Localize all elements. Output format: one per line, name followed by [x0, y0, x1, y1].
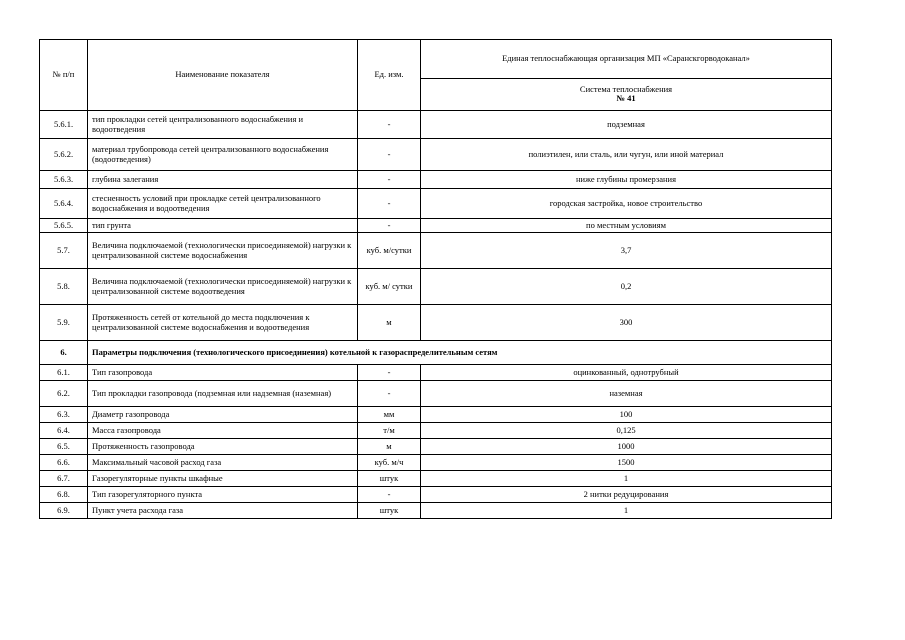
row-num: 5.6.4.	[40, 189, 88, 219]
row-value: 1500	[421, 455, 832, 471]
row-unit: -	[358, 219, 421, 233]
table-row	[40, 471, 832, 487]
table-row	[40, 365, 832, 381]
table-row	[40, 455, 832, 471]
header-unit: Ед. изм.	[358, 40, 421, 111]
row-value: городская застройка, новое строительство	[421, 189, 832, 219]
table-row	[40, 381, 832, 407]
table-row	[40, 171, 832, 189]
table-row	[40, 233, 832, 269]
header-num: № п/п	[40, 40, 88, 111]
row-name: тип грунта	[88, 219, 358, 233]
header-name: Наименование показателя	[88, 40, 358, 111]
row-unit: куб. м/ сутки	[358, 269, 421, 305]
row-num: 6.2.	[40, 381, 88, 407]
row-num: 5.9.	[40, 305, 88, 341]
row-value: 300	[421, 305, 832, 341]
row-unit: -	[358, 189, 421, 219]
table-row	[40, 189, 832, 219]
table-row	[40, 407, 832, 423]
row-name: Диаметр газопровода	[88, 407, 358, 423]
row-num: 6.7.	[40, 471, 88, 487]
row-name: Газорегуляторные пункты шкафные	[88, 471, 358, 487]
row-value: ниже глубины промерзания	[421, 171, 832, 189]
row-num: 5.6.1.	[40, 111, 88, 139]
row-num: 5.8.	[40, 269, 88, 305]
row-value: 0,125	[421, 423, 832, 439]
row-unit: -	[358, 111, 421, 139]
header-organization: Единая теплоснабжающая организация МП «Саранскгорводоканал»	[421, 40, 832, 79]
row-value: оцинкованный, однотрубный	[421, 365, 832, 381]
row-num: 6.4.	[40, 423, 88, 439]
row-num: 6.6.	[40, 455, 88, 471]
row-value: наземная	[421, 381, 832, 407]
row-unit: мм	[358, 407, 421, 423]
row-num: 6.3.	[40, 407, 88, 423]
row-name: материал трубопровода сетей централизованного водоснабжения (водоотведения)	[88, 139, 358, 171]
table-row	[40, 219, 832, 233]
row-num: 5.6.2.	[40, 139, 88, 171]
row-name: Величина подключаемой (технологически присоединяемой) нагрузки к централизованной системе водоснабжения	[88, 233, 358, 269]
row-name: Максимальный часовой расход газа	[88, 455, 358, 471]
parameters-table	[39, 39, 832, 519]
row-name: стесненность условий при прокладке сетей централизованного водоснабжения и водоотведения	[88, 189, 358, 219]
row-unit: -	[358, 381, 421, 407]
row-name: Тип газопровода	[88, 365, 358, 381]
row-name: Протяженность сетей от котельной до места подключения к централизованной системе водоснабжения и водоотведения	[88, 305, 358, 341]
row-unit: куб. м/ч	[358, 455, 421, 471]
section-row	[40, 341, 832, 365]
table-row	[40, 139, 832, 171]
row-value: полиэтилен, или сталь, или чугун, или иной материал	[421, 139, 832, 171]
section-num: 6.	[40, 341, 88, 365]
table-row	[40, 487, 832, 503]
row-unit: -	[358, 365, 421, 381]
row-name: глубина залегания	[88, 171, 358, 189]
row-value: 3,7	[421, 233, 832, 269]
row-unit: м	[358, 439, 421, 455]
table-header-row	[40, 40, 832, 79]
row-value: 1	[421, 503, 832, 519]
row-num: 5.7.	[40, 233, 88, 269]
row-name: Тип прокладки газопровода (подземная или надземная (наземная)	[88, 381, 358, 407]
row-num: 6.1.	[40, 365, 88, 381]
row-unit: -	[358, 171, 421, 189]
row-name: Величина подключаемой (технологически присоединяемой) нагрузки к централизованной системе водоотведения	[88, 269, 358, 305]
row-num: 6.8.	[40, 487, 88, 503]
row-unit: -	[358, 487, 421, 503]
table-row	[40, 111, 832, 139]
row-value: подземная	[421, 111, 832, 139]
table-row	[40, 423, 832, 439]
table-row	[40, 305, 832, 341]
row-unit: т/м	[358, 423, 421, 439]
table-row	[40, 439, 832, 455]
row-num: 5.6.5.	[40, 219, 88, 233]
header-system-number: № 41	[616, 93, 636, 104]
row-unit: -	[358, 139, 421, 171]
header-system-label: Система теплоснабжения	[579, 83, 673, 94]
table-row	[40, 503, 832, 519]
row-unit: штук	[358, 471, 421, 487]
row-num: 5.6.3.	[40, 171, 88, 189]
row-unit: штук	[358, 503, 421, 519]
row-value: по местным условиям	[421, 219, 832, 233]
row-name: тип прокладки сетей централизованного водоснабжения и водоотведения	[88, 111, 358, 139]
row-unit: куб. м/сутки	[358, 233, 421, 269]
row-value: 1	[421, 471, 832, 487]
row-num: 6.9.	[40, 503, 88, 519]
row-name: Масса газопровода	[88, 423, 358, 439]
row-name: Протяженность газопровода	[88, 439, 358, 455]
header-system	[421, 78, 832, 110]
row-name: Пункт учета расхода газа	[88, 503, 358, 519]
table-row	[40, 269, 832, 305]
section-title: Параметры подключения (технологического присоединения) котельной к газораспределительным сетям	[88, 341, 832, 365]
row-value: 0,2	[421, 269, 832, 305]
row-num: 6.5.	[40, 439, 88, 455]
row-name: Тип газорегуляторного пункта	[88, 487, 358, 503]
row-value: 2 нитки редуцирования	[421, 487, 832, 503]
row-unit: м	[358, 305, 421, 341]
row-value: 1000	[421, 439, 832, 455]
row-value: 100	[421, 407, 832, 423]
